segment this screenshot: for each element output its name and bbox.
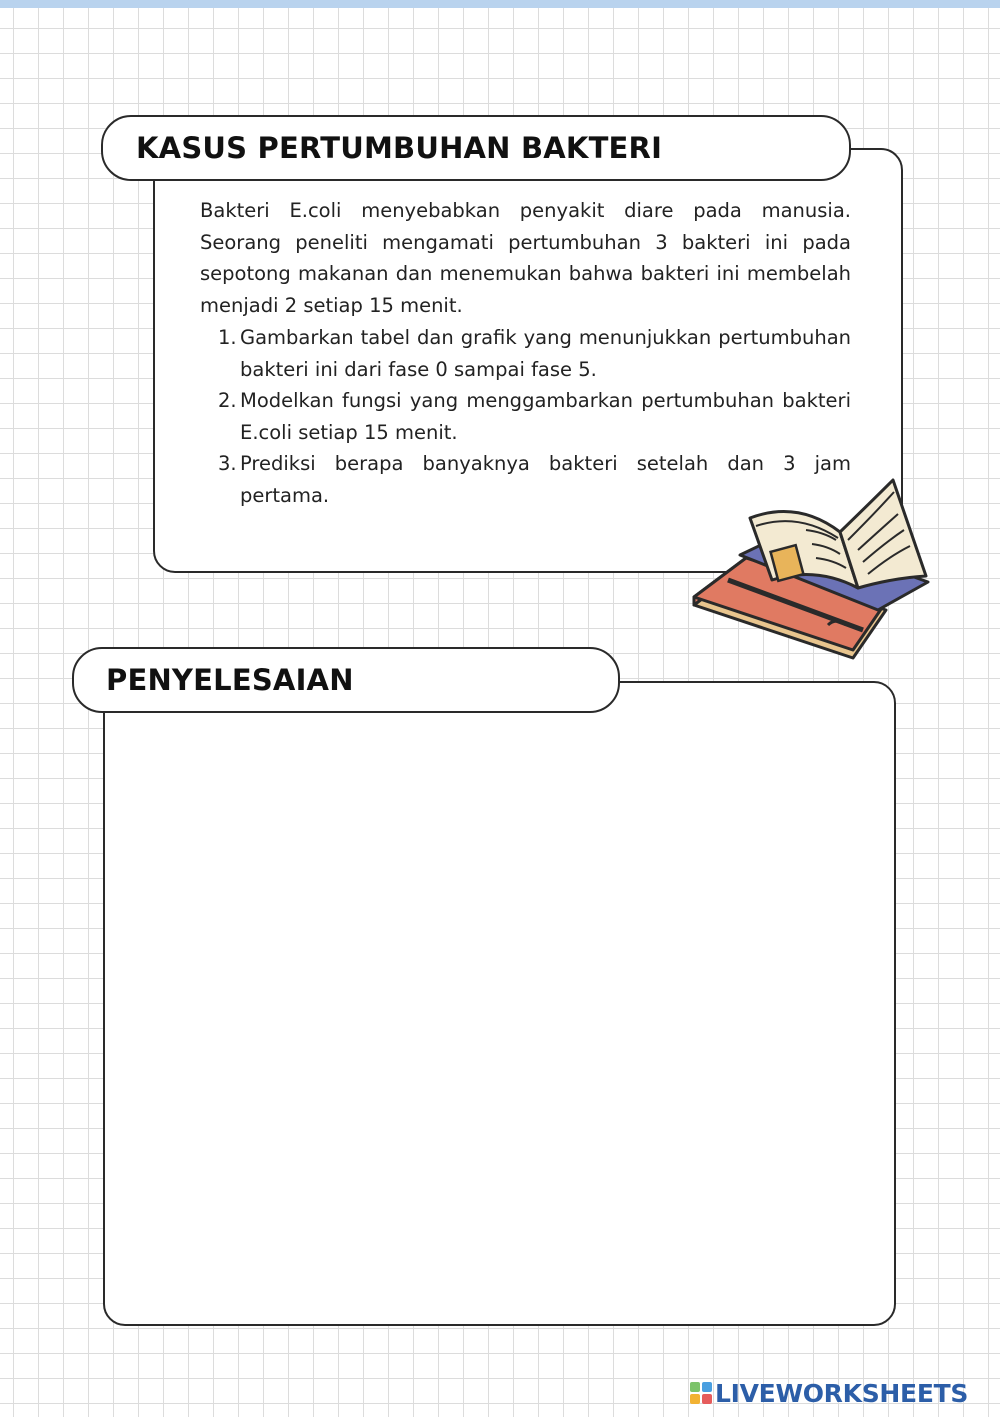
- solution-box[interactable]: [103, 681, 896, 1326]
- task-item: [200, 322, 851, 385]
- liveworksheets-logo-icon: [690, 1382, 712, 1404]
- task-text: Gambarkan tabel dan grafik yang menunjukkan pertumbuhan bakteri ini dari fase 0 sampai fase 5.: [240, 326, 851, 381]
- task-text: Modelkan fungsi yang menggambarkan pertumbuhan bakteri E.coli setiap 15 menit.: [240, 389, 851, 444]
- task-number: 2.: [218, 389, 237, 412]
- task-text: Prediksi berapa banyaknya bakteri setelah dan 3 jam pertama.: [240, 452, 851, 507]
- case-intro: Bakteri E.coli menyebabkan penyakit diare pada manusia. Seorang peneliti mengamati pertumbuhan 3 bakteri ini pada sepotong makanan dan menemukan bahwa bakteri ini membelah menjadi 2 setiap 15 menit.: [200, 199, 851, 317]
- case-title: KASUS PERTUMBUHAN BAKTERI: [101, 115, 851, 181]
- solution-title: PENYELESAIAN: [72, 647, 620, 713]
- books-illustration-icon: [688, 470, 936, 665]
- case-body: [200, 195, 851, 511]
- liveworksheets-logo: [690, 1377, 968, 1409]
- task-number: 3.: [218, 452, 237, 475]
- top-strip: [0, 0, 1000, 8]
- task-item: [200, 385, 851, 448]
- task-number: 1.: [218, 326, 237, 349]
- watermark-text: LIVEWORKSHEETS: [715, 1378, 969, 1408]
